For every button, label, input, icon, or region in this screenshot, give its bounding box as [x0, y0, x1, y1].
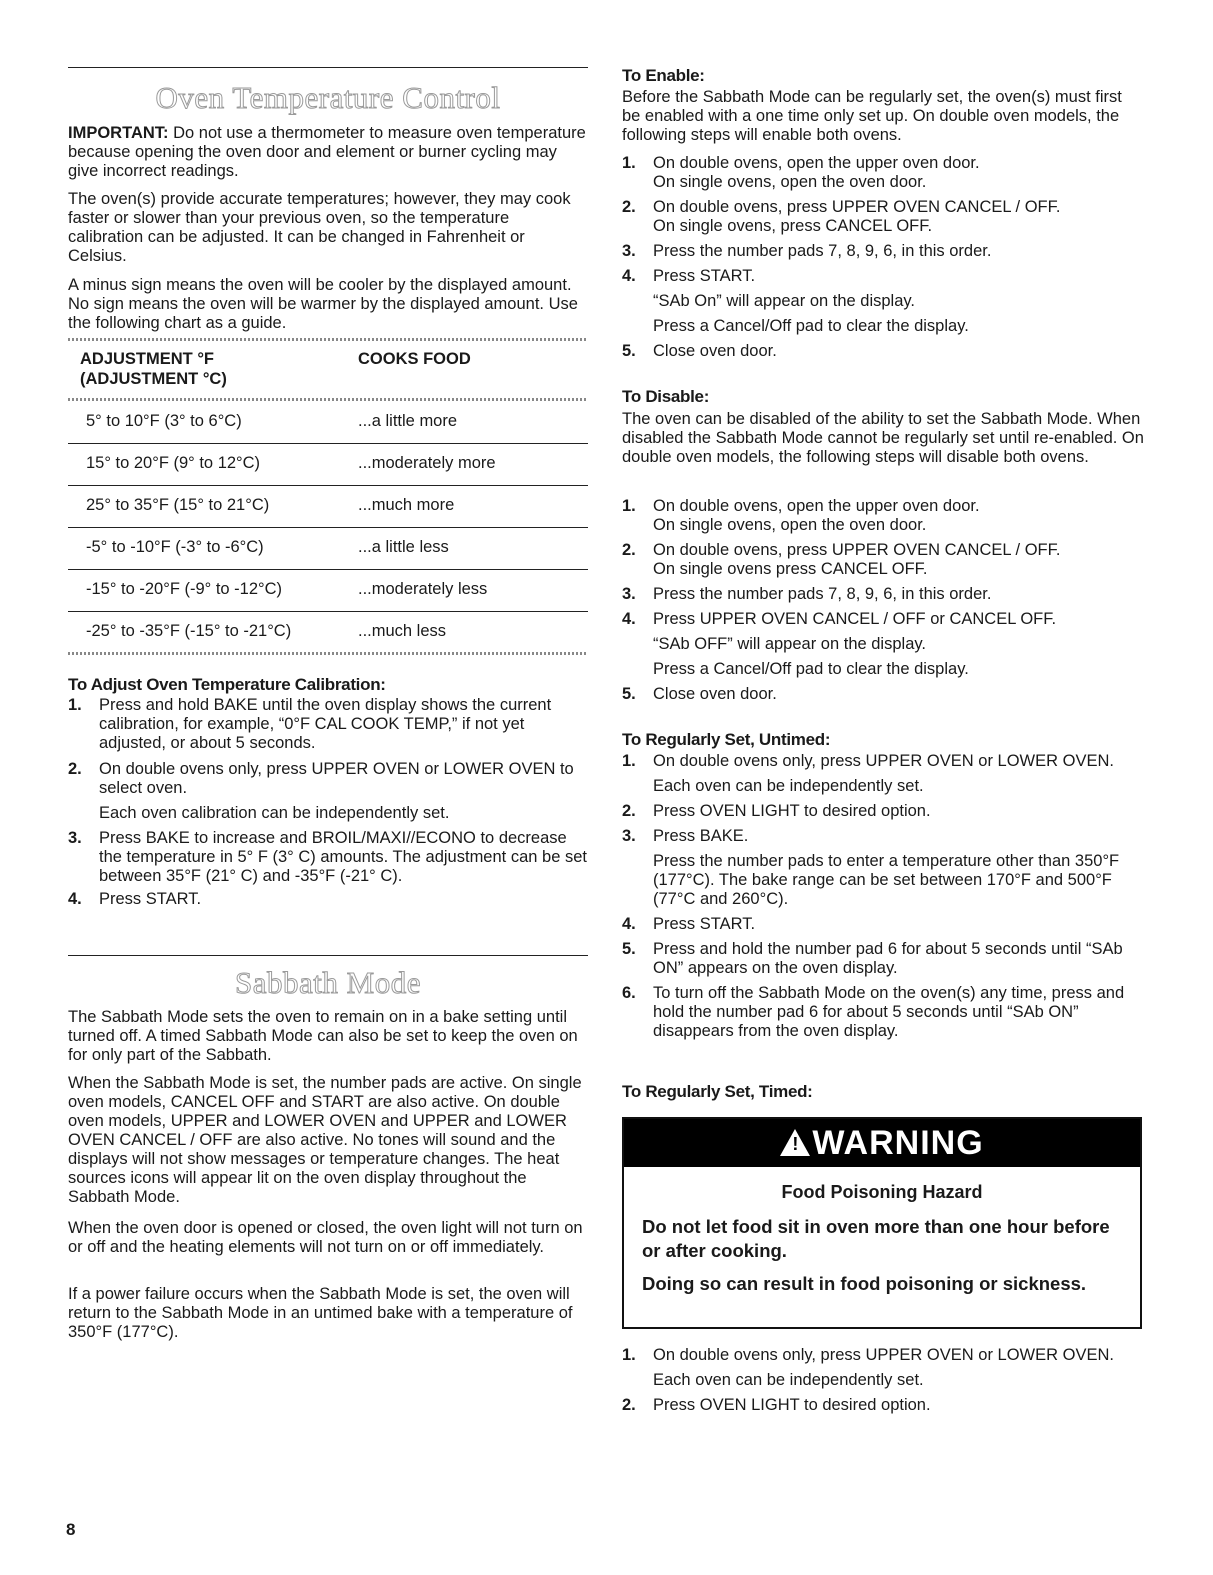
step-text: Press OVEN LIGHT to desired option. — [653, 802, 931, 820]
calibration-heading: To Adjust Oven Temperature Calibration: — [68, 675, 386, 694]
step-text: On double ovens, open the upper oven door. — [653, 497, 980, 515]
section-rule — [68, 67, 588, 68]
table-bottom-border — [68, 652, 588, 655]
step-text: Press UPPER OVEN CANCEL / OFF or CANCEL OFF. — [653, 610, 1057, 628]
calibration-intro-paragraph: The oven(s) provide accurate temperatures; however, they may cook faster or slower than your previous oven, so the temperature calibration can be adjusted. It can be changed in Fahrenheit or Celsius. — [68, 190, 571, 265]
table-header-adjustment-c: (ADJUSTMENT °C) — [80, 370, 227, 388]
step-text: On single ovens, open the oven door. — [653, 173, 927, 191]
step-text: Close oven door. — [653, 342, 777, 360]
step-item — [68, 760, 588, 823]
step-item — [622, 267, 1144, 336]
table-row — [68, 527, 588, 570]
cooks-food-cell: ...a little less — [358, 538, 449, 556]
step-text: On double ovens, press UPPER OVEN CANCEL / OFF. — [653, 198, 1061, 216]
step-item — [622, 984, 1144, 1041]
step-text: On double ovens only, press UPPER OVEN or LOWER OVEN to select oven. — [99, 760, 574, 797]
step-number: 3. — [622, 242, 636, 260]
table-row — [68, 485, 588, 528]
step-number: 3. — [622, 827, 636, 845]
step-item — [622, 242, 1144, 261]
step-number: 1. — [68, 696, 82, 714]
step-number: 2. — [622, 541, 636, 559]
step-item — [622, 497, 1144, 535]
step-text: “SAb On” will appear on the display. — [653, 292, 915, 310]
step-text: On single ovens, open the oven door. — [653, 516, 927, 534]
step-text: Press a Cancel/Off pad to clear the display. — [653, 660, 969, 678]
step-item — [68, 696, 588, 753]
important-label: IMPORTANT: — [68, 124, 169, 142]
timed-heading: To Regularly Set, Timed: — [622, 1082, 813, 1101]
step-text: “SAb OFF” will appear on the display. — [653, 635, 926, 653]
step-text: Press the number pads 7, 8, 9, 6, in this order. — [653, 585, 992, 603]
step-text: Press the number pads 7, 8, 9, 6, in this order. — [653, 242, 992, 260]
warning-banner — [624, 1119, 1140, 1167]
step-item — [622, 915, 1144, 934]
important-paragraph — [68, 124, 588, 181]
cooks-food-cell: ...much more — [358, 496, 455, 514]
step-number: 2. — [622, 198, 636, 216]
sabbath-mode-title: Sabbath Mode — [235, 965, 421, 1000]
step-item — [622, 1396, 1144, 1415]
step-item — [622, 802, 1144, 821]
step-text: Press and hold BAKE until the oven display shows the current calibration, for example, “0°F CAL COOK TEMP,” if not yet adjusted, or about 5 seconds. — [99, 696, 552, 752]
cooks-food-cell: ...much less — [358, 622, 447, 640]
enable-heading: To Enable: — [622, 66, 705, 85]
warning-text: Do not let food sit in oven more than one hour before or after cooking. — [642, 1216, 1110, 1261]
step-number: 5. — [622, 342, 636, 360]
step-item — [622, 940, 1144, 978]
step-number: 2. — [622, 802, 636, 820]
warning-triangle-icon — [780, 1129, 810, 1156]
step-item — [622, 752, 1144, 796]
step-number: 4. — [68, 890, 82, 908]
warning-hazard-title: Food Poisoning Hazard — [781, 1182, 983, 1202]
step-item — [622, 342, 1144, 361]
step-text: On double ovens only, press UPPER OVEN or LOWER OVEN. — [653, 752, 1114, 770]
step-number: 5. — [622, 685, 636, 703]
adjustment-cell: -25° to -35°F (-15° to -21°C) — [86, 622, 292, 640]
step-number: 5. — [622, 940, 636, 958]
step-text: To turn off the Sabbath Mode on the oven(s) any time, press and hold the number pad 6 for about 5 seconds until “SAb ON” disappears from the oven display. — [653, 984, 1125, 1040]
step-text: On double ovens, open the upper oven door. — [653, 154, 980, 172]
step-text: Each oven calibration can be independently set. — [99, 804, 450, 822]
table-row — [68, 443, 588, 486]
step-number: 2. — [622, 1396, 636, 1414]
step-text: On single ovens, press CANCEL OFF. — [653, 217, 933, 235]
adjustment-cell: 15° to 20°F (9° to 12°C) — [86, 454, 261, 472]
page-number: 8 — [66, 1520, 76, 1539]
step-text: Press BAKE. — [653, 827, 749, 845]
oven-temperature-control-title: Oven Temperature Control — [155, 80, 501, 115]
warning-box — [622, 1117, 1142, 1329]
step-number: 6. — [622, 984, 636, 1002]
cooks-food-cell: ...a little more — [358, 412, 458, 430]
step-text: On double ovens, press UPPER OVEN CANCEL / OFF. — [653, 541, 1061, 559]
step-number: 1. — [622, 497, 636, 515]
step-text: Each oven can be independently set. — [653, 1371, 924, 1389]
adjustment-cell: -15° to -20°F (-9° to -12°C) — [86, 580, 283, 598]
step-item — [68, 829, 588, 886]
adjustment-cell: 25° to 35°F (15° to 21°C) — [86, 496, 270, 514]
step-text: Press START. — [653, 267, 756, 285]
step-number: 1. — [622, 752, 636, 770]
table-header-cooks-food: COOKS FOOD — [358, 350, 471, 368]
step-number: 4. — [622, 610, 636, 628]
sabbath-paragraph: When the oven door is opened or closed, the oven light will not turn on or off and the heating elements will not turn on or off immediately. — [68, 1219, 583, 1256]
step-text: Press a Cancel/Off pad to clear the display. — [653, 317, 969, 335]
step-item — [622, 827, 1144, 909]
step-text: Each oven can be independently set. — [653, 777, 924, 795]
cooks-food-cell: ...moderately more — [358, 454, 496, 472]
step-number: 1. — [622, 154, 636, 172]
table-row — [68, 569, 588, 612]
cooks-food-cell: ...moderately less — [358, 580, 488, 598]
step-text: Press START. — [653, 915, 756, 933]
section-rule — [68, 955, 588, 956]
step-number: 3. — [68, 829, 82, 847]
step-text: Close oven door. — [653, 685, 777, 703]
step-number: 3. — [622, 585, 636, 603]
step-number: 1. — [622, 1346, 636, 1364]
step-text: Press OVEN LIGHT to desired option. — [653, 1396, 931, 1414]
step-item — [622, 585, 1144, 604]
important-text: Do not use a thermometer to measure oven temperature because opening the oven door and element or burner cycling may give incorrect readings. — [68, 124, 586, 180]
step-text: On single ovens press CANCEL OFF. — [653, 560, 928, 578]
disable-heading: To Disable: — [622, 387, 710, 406]
minus-sign-paragraph: A minus sign means the oven will be cooler by the displayed amount. No sign means the oven will be warmer by the displayed amount. Use the following chart as a guide. — [68, 276, 578, 332]
step-number: 2. — [68, 760, 82, 778]
warning-text: Doing so can result in food poisoning or sickness. — [642, 1273, 1087, 1294]
warning-banner-text: WARNING — [812, 1124, 984, 1162]
table-top-border — [68, 338, 588, 341]
step-number: 4. — [622, 267, 636, 285]
step-item — [622, 541, 1144, 579]
sabbath-paragraph: The Sabbath Mode sets the oven to remain on in a bake setting until turned off. A timed Sabbath Mode can also be set to keep the oven on for only part of the Sabbath. — [68, 1008, 578, 1064]
step-item — [68, 890, 588, 909]
step-item — [622, 685, 1144, 704]
table-row — [68, 611, 588, 653]
step-text: Press the number pads to enter a temperature other than 350°F (177°C). The bake range can be set between 170°F and 500°F (77°C and 260°C). — [653, 852, 1120, 908]
adjustment-cell: 5° to 10°F (3° to 6°C) — [86, 412, 242, 430]
untimed-heading: To Regularly Set, Untimed: — [622, 730, 831, 749]
adjustment-cell: -5° to -10°F (-3° to -6°C) — [86, 538, 264, 556]
step-item — [622, 198, 1144, 236]
step-number: 4. — [622, 915, 636, 933]
sabbath-paragraph: When the Sabbath Mode is set, the number pads are active. On single oven models, CANCEL OFF and START are also active. On double oven models, UPPER and LOWER OVEN and UPPER and LOWER OVEN CANCEL / OFF are also active. No tones will sound and the displays will not show messages or temperature changes. The heat sources icons will appear lit on the oven display throughout the Sabbath Mode. — [68, 1074, 582, 1206]
step-text: Press BAKE to increase and BROIL/MAXI//ECONO to decrease the temperature in 5° F (3° C) amounts. The adjustment can be set between 35°F (21° C) and -35°F (-21° C). — [99, 829, 587, 885]
enable-intro: Before the Sabbath Mode can be regularly set, the oven(s) must first be enabled with a one time only set up. On double oven models, the following steps will enable both ovens. — [622, 88, 1122, 144]
disable-intro: The oven can be disabled of the ability to set the Sabbath Mode. When disabled the Sabbath Mode cannot be regularly set until re-enabled. On double oven models, the following steps will disable both ovens. — [622, 410, 1144, 466]
table-row — [68, 401, 588, 444]
step-text: Press START. — [99, 890, 202, 908]
table-header-adjustment-f: ADJUSTMENT °F — [80, 350, 215, 368]
sabbath-paragraph: If a power failure occurs when the Sabbath Mode is set, the oven will return to the Sabbath Mode in an untimed bake with a temperature of 350°F (177°C). — [68, 1285, 573, 1341]
step-item — [622, 1346, 1144, 1390]
step-text: On double ovens only, press UPPER OVEN or LOWER OVEN. — [653, 1346, 1114, 1364]
step-item — [622, 610, 1144, 679]
step-text: Press and hold the number pad 6 for about 5 seconds until “SAb ON” appears on the oven display. — [653, 940, 1123, 977]
step-item — [622, 154, 1144, 192]
